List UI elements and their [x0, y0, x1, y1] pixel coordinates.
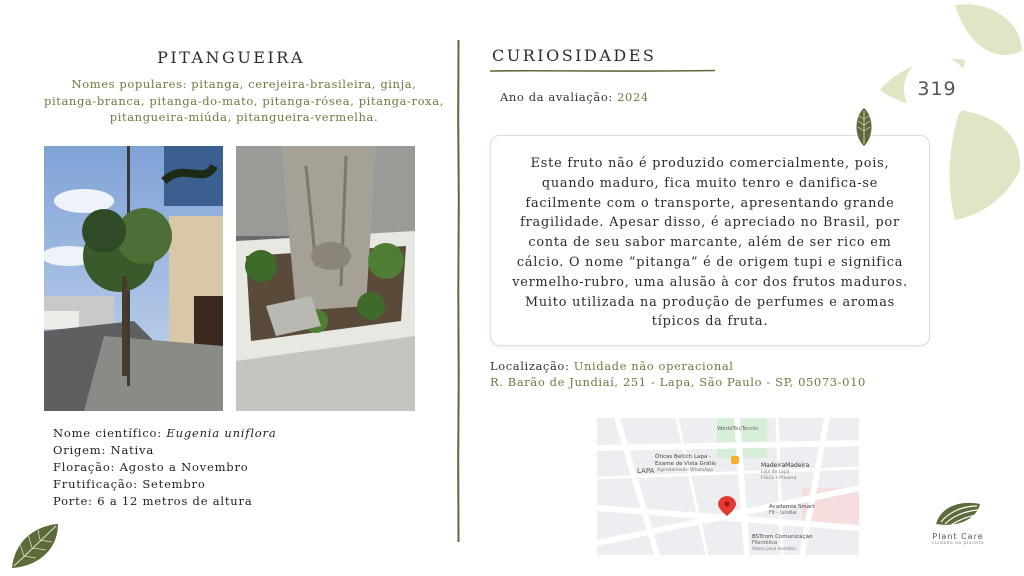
curiosities-title: CURIOSIDADES — [492, 46, 657, 65]
plant-title: PITANGUEIRA — [157, 48, 305, 67]
map-label-exame: Exame de Vista Grátis — [655, 461, 716, 467]
small-leaf-icon — [852, 107, 876, 147]
map-label-loja: Loja de Lapa — [761, 470, 790, 475]
map-label-agendamento: Agendamento WhatsApp — [657, 468, 714, 473]
map-label-fit: Fit - Jundiaí — [769, 510, 797, 516]
popular-names: Nomes populares: pitanga, cerejeira-brasileira, ginja, pitanga-branca, pitanga-do-mato, pitanga-rósea, pitanga-roxa, pitangueira-miúda, pitangueira-vermelha. — [44, 77, 444, 124]
map-label-fisica: Física • Provera — [761, 476, 797, 481]
title-underline — [490, 68, 715, 74]
page-number: 319 — [917, 78, 957, 100]
fruiting: Frutificação: Setembro — [53, 477, 206, 491]
plant-care-logo-icon — [933, 498, 983, 528]
evaluation-year: Ano da avaliação: 2024 — [500, 90, 649, 104]
flowering: Floração: Agosto a Novembro — [53, 460, 249, 474]
map-label-academia: Academia Smart — [769, 504, 815, 510]
vertical-divider — [457, 40, 460, 542]
map-label-filantelica: Filantélica — [752, 540, 778, 546]
origin: Origem: Nativa — [53, 443, 154, 457]
map-label-video: Vídeo para eventos — [752, 547, 796, 552]
tree-trunk-photo — [236, 146, 415, 411]
map-label-madeira: MadeiraMadeira — [761, 462, 810, 469]
plant-facts — [53, 425, 277, 510]
brand-name: Plant Care — [932, 532, 984, 541]
map-label-oticas: Óticas Bellich Lapa - — [655, 454, 712, 460]
brand-logo — [920, 498, 996, 558]
location-status: Localização: Unidade não operacional — [490, 359, 734, 373]
shop-pin-icon — [731, 456, 739, 464]
curiosities-text: Este fruto não é produzido comercialmente, pois, quando maduro, fica muito tenro e danifica-se facilmente com o transporte, apresentando grande fragilidade. Apesar disso, é apreciado no Brasil, por conta de seu sabor marcante, além de ser rico em cálcio. O nome “pitanga” é de origem tupi e significa vermelho-rubro, uma alusão à cor dos frutos maduros. Muito utilizada na produção de perfumes e aromas típicos da fruta. — [512, 156, 908, 330]
map-label-bstcom: BSTcom Comunicação — [752, 534, 813, 540]
map-label-world: WorldTecTecnic — [717, 426, 759, 432]
brand-tagline: cuidado ao planeta — [931, 541, 985, 546]
decorative-leaves-icon — [860, 0, 1024, 230]
corner-leaf-icon — [8, 520, 62, 572]
street-photo — [44, 146, 223, 411]
size: Porte: 6 a 12 metros de altura — [53, 494, 253, 508]
location-map[interactable] — [597, 418, 859, 555]
scientific-name: Nome científico: Eugenia uniflora — [53, 426, 277, 440]
map-label-lapa: LAPA — [637, 467, 655, 475]
location-address: R. Barão de Jundiaí, 251 - Lapa, São Paulo - SP, 05073-010 — [490, 375, 866, 389]
